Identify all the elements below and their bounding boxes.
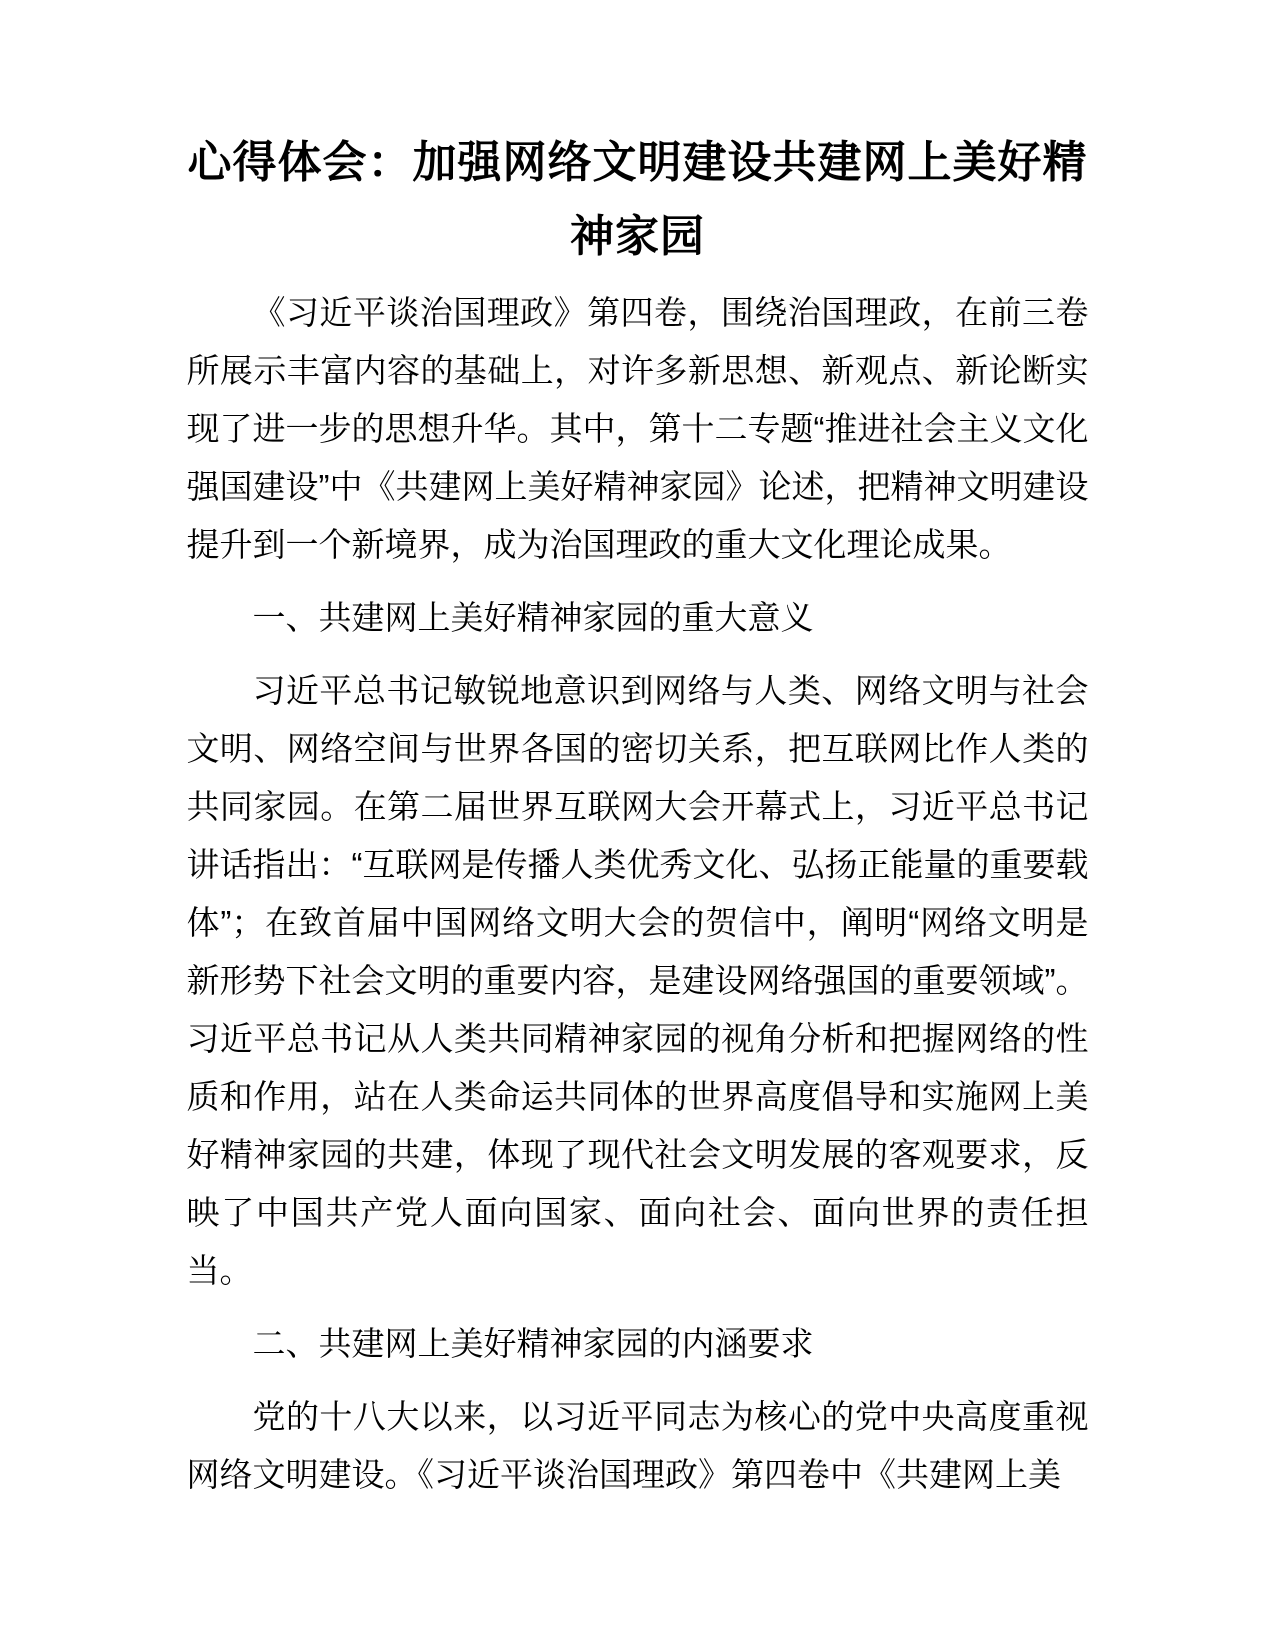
section-heading-2: 二、共建网上美好精神家园的内涵要求 — [252, 1325, 814, 1362]
document-content — [187, 0, 1089, 1504]
section-heading-1: 一、共建网上美好精神家园的重大意义 — [252, 599, 814, 636]
paragraph-section-2-truncated: 党的十八大以来，以习近平同志为核心的党中央高度重视网络文明建设。《习近平谈治国理政》第四卷中《共建网上美 — [186, 1398, 1089, 1493]
paragraph-section-1: 习近平总书记敏锐地意识到网络与人类、网络文明与社会文明、网络空间与世界各国的密切关系，把互联网比作人类的共同家园。在第二届世界互联网大会开幕式上，习近平总书记讲话指出：“互联网是传播人类优秀文化、弘扬正能量的重要载体”；在致首届中国网络文明大会的贺信中，阐明“网络文明是新形势下社会文明的重要内容，是建设网络强国的重要领域”。习近平总书记从人类共同精神家园的视角分析和把握网络的性质和作用，站在人类命运共同体的世界高度倡导和实施网上美好精神家园的共建，体现了现代社会文明发展的客观要求，反映了中国共产党人面向国家、面向社会、面向世界的责任担当。 — [186, 672, 1089, 1289]
paragraph-intro: 《习近平谈治国理政》第四卷，围绕治国理政，在前三卷所展示丰富内容的基础上，对许多新思想、新观点、新论断实现了进一步的思想升华。其中，第十二专题“推进社会主义文化强国建设”中《共建网上美好精神家园》论述，把精神文明建设提升到一个新境界，成为治国理政的重大文化理论成果。 — [186, 294, 1089, 563]
document-title: 心得体会：加强网络文明建设共建网上美好精神家园 — [187, 138, 1088, 261]
